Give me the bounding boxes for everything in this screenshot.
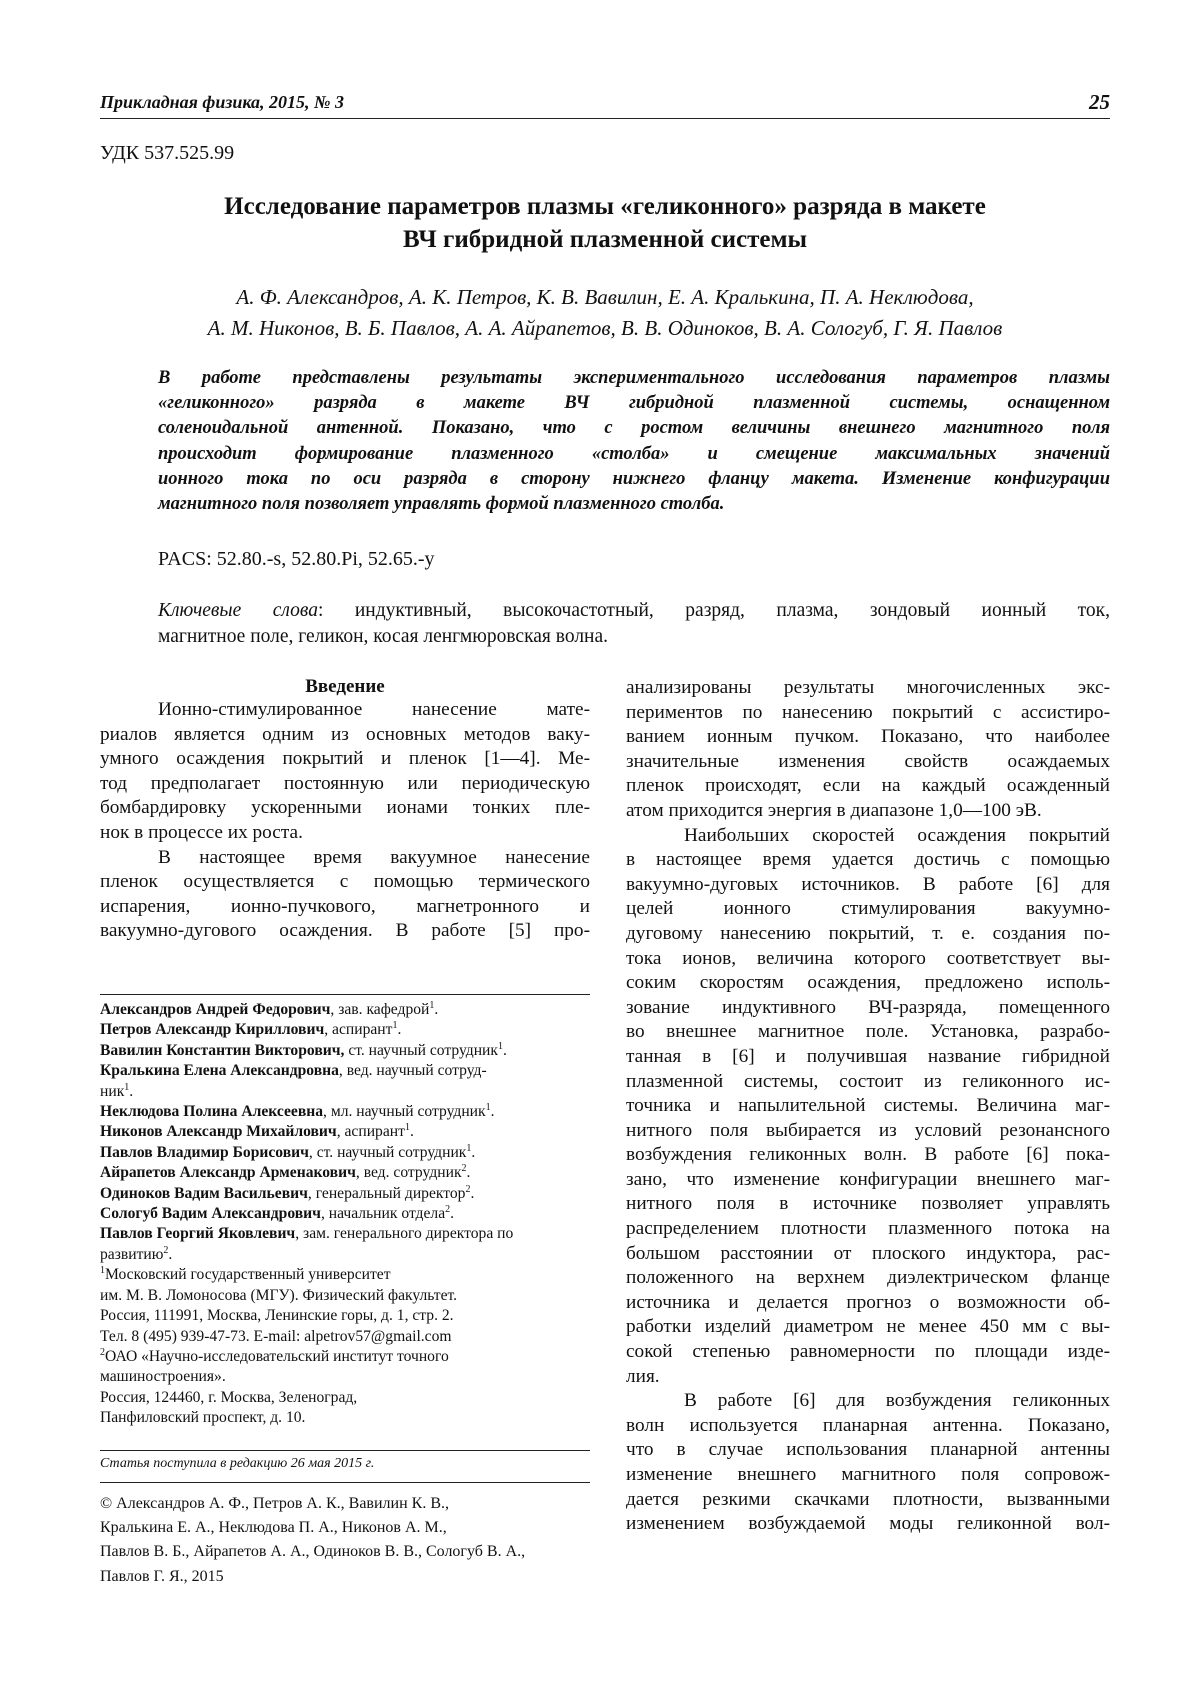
- copyright-notice: [100, 1492, 590, 1589]
- received-divider: [100, 1450, 590, 1451]
- body-line: нитного поля выбирается из условий резонансного: [626, 1119, 1110, 1141]
- body-line: танная в [6] и получившая название гибридной: [626, 1045, 1110, 1067]
- keywords-text: : индуктивный, высокочастотный, разряд, плазма, зондовый ионный ток,: [317, 600, 1110, 621]
- body-line: риалов является одним из основных методов ваку-: [100, 723, 590, 745]
- body-line: ванием ионным пучком. Показано, что наиболее: [626, 726, 1110, 748]
- body-line: вакуумно-дугового осаждения. В работе [5] про-: [100, 920, 590, 942]
- body-line: сокой степенью равномерности по площади изде-: [626, 1341, 1110, 1363]
- copyright-line: Павлов Г. Я., 2015: [100, 1567, 224, 1585]
- affiliation-line: машиностроения».: [100, 1368, 226, 1386]
- body-line: целей ионного стимулирования вакуумно-: [626, 898, 1110, 920]
- running-header: [100, 92, 1110, 119]
- author-list: [100, 282, 1110, 344]
- author-footnote: Петров Александр Кириллович, аспирант$^1$.: [100, 1020, 402, 1039]
- author-footnote: Павлов Георгий Яковлевич, зам. генерального директора по развитию$^2$.: [100, 1225, 514, 1263]
- abstract-line: В работе представлены результаты экспериментального исследования параметров плазмы: [158, 368, 1110, 388]
- author-footnotes: [100, 1000, 590, 1429]
- body-line: соким скоростям осаждения, предложено исполь-: [626, 972, 1110, 994]
- body-line: тод предполагает постоянную или периодическую: [100, 772, 590, 794]
- affiliation-line: Тел. 8 (495) 939-47-73. E-mail: alpetrov57@gmail.com: [100, 1327, 452, 1345]
- body-line: волн используется планарная антенна. Показано,: [626, 1414, 1110, 1436]
- section-heading: Введение: [305, 676, 385, 697]
- body-line: большом расстоянии от плоского индуктора, рас-: [626, 1242, 1110, 1264]
- abstract-line: «геликонного» разряда в макете ВЧ гибридной плазменной системы, оснащенном: [158, 393, 1110, 414]
- author-footnote: Александров Андрей Федорович, зав. кафедрой$^1$.: [100, 999, 439, 1018]
- copyright-line: Кралькина Е. А., Неклюдова П. А., Никонов А. М.,: [100, 1519, 447, 1537]
- keywords: [158, 598, 1110, 650]
- body-line: Наибольших скоростей осаждения покрытий: [684, 824, 1110, 846]
- copyright-line: © Александров А. Ф., Петров А. К., Вавилин К. В.,: [100, 1495, 449, 1512]
- copyright-divider: [100, 1482, 590, 1483]
- keywords-line: магнитное поле, геликон, косая ленгмюровская волна.: [158, 626, 609, 647]
- body-line: умного осаждения покрытий и пленок [1—4]. Ме-: [100, 748, 590, 770]
- footnote-divider: [100, 994, 590, 995]
- body-line: изменением возбуждаемой моды геликонной вол-: [626, 1513, 1110, 1535]
- body-line: плазменной системы, состоит из геликонного ис-: [626, 1070, 1110, 1092]
- body-line: нитного поля в источнике позволяет управлять: [626, 1193, 1110, 1215]
- body-line: работки изделий диаметром не менее 450 мм с вы-: [626, 1316, 1110, 1338]
- udc-code: УДК 537.525.99: [100, 142, 235, 164]
- author-footnote: Павлов Владимир Борисович, ст. научный сотрудник$^1$.: [100, 1142, 476, 1161]
- affiliation-2: $^2$ОАО «Научно-исследовательский институт точного: [100, 1346, 449, 1365]
- body-line: пленок происходят, если на каждый осажденный: [626, 775, 1110, 797]
- body-line: В работе [6] для возбуждения геликонных: [684, 1390, 1110, 1412]
- body-line: вакуумно-дуговых источников. В работе [6] для: [626, 873, 1110, 895]
- author-footnote: Вавилин Константин Викторович, ст. научный сотрудник$^1$.: [100, 1040, 507, 1059]
- body-line: атом приходится энергия в диапазоне 1,0—100 эВ.: [626, 799, 1042, 821]
- body-line: Ионно-стимулированное нанесение мате-: [158, 699, 590, 720]
- authors-line: А. Ф. Александров, А. К. Петров, К. В. Вавилин, Е. А. Кралькина, П. А. Неклюдова,: [236, 285, 974, 309]
- affiliation-1: $^1$Московский государственный университет: [100, 1265, 391, 1284]
- title-line: Исследование параметров плазмы «геликонного» разряда в макете: [224, 193, 986, 220]
- abstract-line: соленоидальной антенной. Показано, что с ростом величины внешнего магнитного поля: [158, 418, 1110, 439]
- page-number: 25: [1089, 90, 1110, 114]
- body-line: дуговому нанесению покрытий, т. е. создания по-: [626, 922, 1110, 944]
- author-footnote: Кралькина Елена Александровна, вед. научный сотруд- ник$^1$.: [100, 1062, 487, 1100]
- body-line: во внешнее магнитное поле. Установка, разрабо-: [626, 1021, 1110, 1043]
- body-line: что в случае использования планарной антенны: [626, 1439, 1110, 1461]
- author-footnote: Никонов Александр Михайлович, аспирант$^1$.: [100, 1122, 414, 1141]
- body-line: пленок осуществляется с помощью термического: [100, 871, 590, 893]
- body-line: изменение внешнего магнитного поля сопровож-: [626, 1464, 1110, 1485]
- title-line: ВЧ гибридной плазменной системы: [402, 226, 808, 253]
- keywords-line: [158, 598, 1110, 624]
- body-line: периментов по нанесению покрытий с ассистиро-: [626, 701, 1110, 723]
- body-line: анализированы результаты многочисленных экс-: [626, 677, 1110, 698]
- author-footnote: Сологуб Вадим Александрович, начальник отдела$^2$.: [100, 1203, 455, 1223]
- abstract-line: магнитного поля позволяет управлять формой плазменного столба.: [158, 494, 725, 515]
- body-line: тока ионов, величина которого соответствует вы-: [626, 947, 1110, 969]
- author-footnote: Неклюдова Полина Алексеевна, мл. научный сотрудник$^1$.: [100, 1101, 495, 1121]
- right-column-text: [626, 676, 1110, 1537]
- affiliation-line: им. М. В. Ломоносова (МГУ). Физический факультет.: [100, 1286, 458, 1304]
- body-line: положенного на верхнем диэлектрическом фланце: [626, 1267, 1110, 1289]
- copyright-line: Павлов В. Б., Айрапетов А. А., Одиноков В. В., Сологуб В. А.,: [100, 1543, 526, 1561]
- left-column-text: [100, 698, 590, 944]
- body-line: зано, что изменение конфигурации внешнего маг-: [626, 1168, 1110, 1190]
- body-line: распределением плотности плазменного потока на: [626, 1218, 1110, 1240]
- pacs-codes: PACS: 52.80.-s, 52.80.Pi, 52.65.-y: [158, 548, 435, 570]
- author-footnote: Одиноков Вадим Васильевич, генеральный директор$^2$.: [100, 1183, 475, 1202]
- abstract: [158, 366, 1110, 517]
- keywords-label: Ключевые слова: [158, 600, 318, 621]
- body-line: точника и напылительной системы. Величина маг-: [626, 1095, 1110, 1117]
- body-line: В настоящее время вакуумное нанесение: [158, 846, 590, 868]
- affiliation-line: Панфиловский проспект, д. 10.: [100, 1409, 306, 1427]
- body-line: значительные изменения свойств осаждаемых: [626, 750, 1110, 772]
- body-line: возбуждения геликонных волн. В работе [6] пока-: [626, 1144, 1110, 1166]
- abstract-line: происходит формирование плазменного «столба» и смещение максимальных значений: [158, 443, 1110, 464]
- paper-title: [100, 190, 1110, 256]
- affiliation-line: Россия, 124460, г. Москва, Зеленоград,: [100, 1388, 358, 1406]
- authors-line: А. М. Никонов, В. Б. Павлов, А. А. Айрапетов, В. В. Одиноков, В. А. Сологуб, Г. Я. Павлов: [207, 316, 1003, 340]
- body-line: зование индуктивного ВЧ-разряда, помещенного: [626, 996, 1110, 1018]
- body-line: лия.: [626, 1365, 660, 1387]
- abstract-line: ионного тока по оси разряда в сторону нижнего фланцу макета. Изменение конфигурации: [158, 468, 1110, 489]
- body-line: в настоящее время удается достичь с помощью: [626, 849, 1110, 871]
- body-line: бомбардировку ускоренными ионами тонких пле-: [100, 797, 590, 819]
- body-line: дается резкими скачками плотности, вызванными: [626, 1488, 1110, 1510]
- author-footnote: Айрапетов Александр Арменакович, вед. сотрудник$^2$.: [100, 1163, 471, 1182]
- affiliation-line: Россия, 111991, Москва, Ленинские горы, д. 1, стр. 2.: [100, 1307, 454, 1325]
- received-date: Статья поступила в редакцию 26 мая 2015 г.: [100, 1456, 375, 1471]
- body-line: нок в процессе их роста.: [100, 821, 303, 843]
- journal-citation: Прикладная физика, 2015, № 3: [100, 92, 345, 112]
- body-line: испарения, ионно-пучкового, магнетронного и: [100, 895, 590, 917]
- body-line: источника и делается прогноз о возможности об-: [626, 1291, 1110, 1313]
